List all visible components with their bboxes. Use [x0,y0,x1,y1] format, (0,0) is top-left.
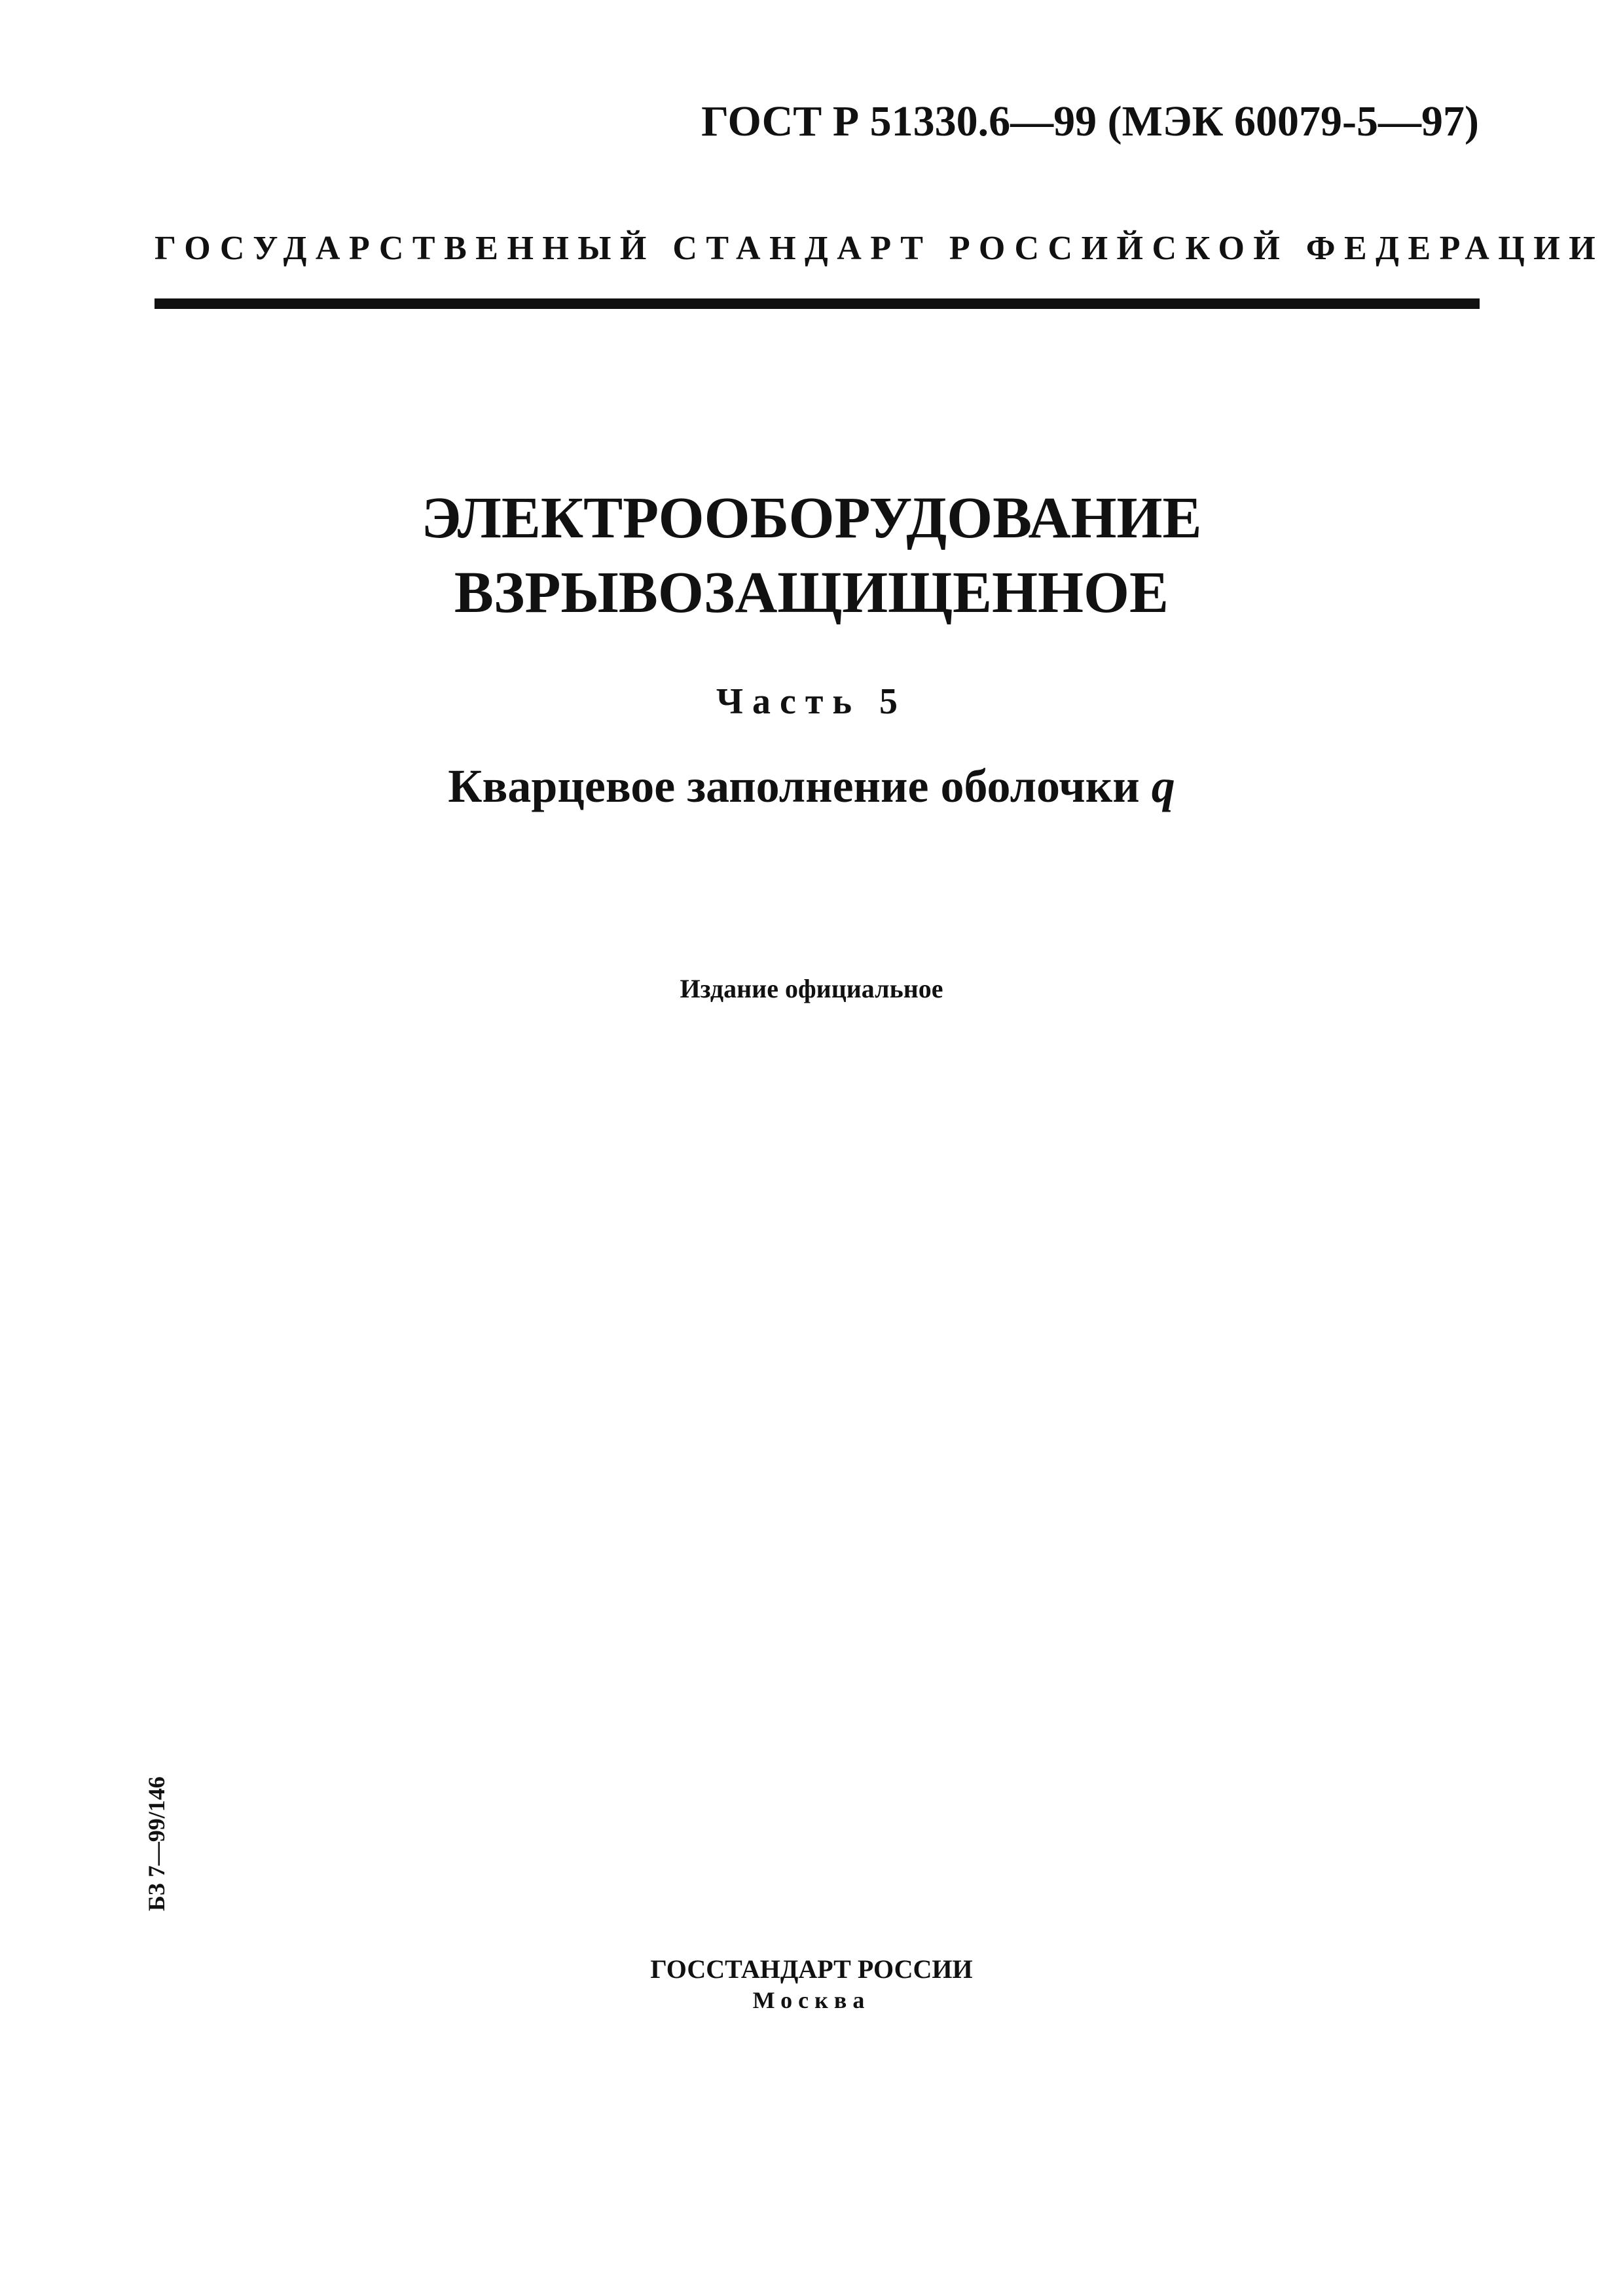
document-number: ГОСТ Р 51330.6—99 (МЭК 60079-5—97) [701,98,1479,145]
side-code: БЗ 7—99/146 [143,1776,170,1911]
publisher-city: Москва [752,1987,871,2013]
part-title-text: Кварцевое заполнение оболочки [448,760,1140,812]
main-title-line-1: ЭЛЕКТРООБОРУДОВАНИЕ [421,486,1202,550]
part-title-symbol: q [1151,760,1175,812]
header-rule [155,298,1480,309]
publisher: ГОССТАНДАРТ РОССИИ [650,1954,973,1984]
main-title [0,481,1623,630]
part-label: Часть 5 [716,681,907,722]
part-title [0,759,1623,814]
main-title-line-2: ВЗРЫВОЗАЩИЩЕННОЕ [454,560,1169,625]
edition-note: Издание официальное [680,974,943,1003]
standard-type-heading: ГОСУДАРСТВЕННЫЙ СТАНДАРТ РОССИЙСКОЙ ФЕДЕРАЦИИ [155,230,1605,267]
